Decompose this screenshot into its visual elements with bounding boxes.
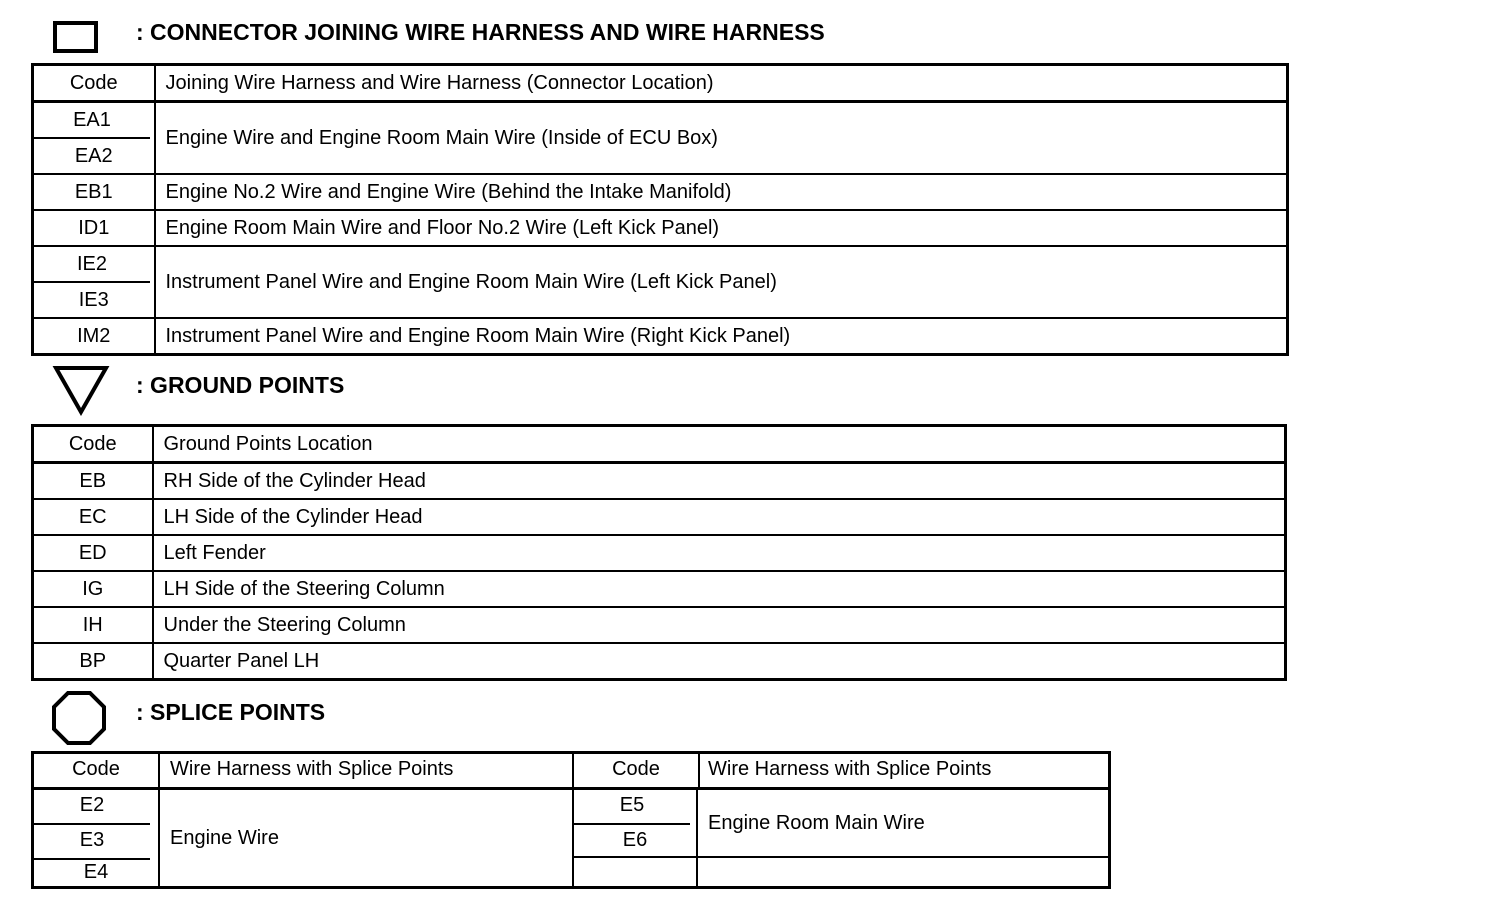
row-description: Engine Wire — [170, 827, 279, 849]
row-description: Engine Room Main Wire and Floor No.2 Wire (Left Kick Panel) — [155, 210, 1288, 246]
row-code: E5 — [574, 790, 690, 825]
row-description: Instrument Panel Wire and Engine Room Main Wire (Left Kick Panel) — [155, 246, 1288, 318]
column-header-code: Code — [33, 65, 155, 102]
table-row — [33, 210, 1288, 246]
row-code: IG — [33, 571, 153, 607]
row-description: RH Side of the Cylinder Head — [153, 463, 1286, 500]
row-code: ID1 — [33, 210, 155, 246]
connector-table — [31, 63, 1289, 356]
table-row — [33, 318, 1288, 355]
row-code: EA1 — [34, 103, 150, 139]
splice-table — [31, 751, 1111, 889]
row-code: IE3 — [78, 289, 109, 311]
connector-square-icon — [52, 20, 100, 54]
row-code: IM2 — [33, 318, 155, 355]
ground-table — [31, 424, 1287, 681]
row-code: ED — [33, 535, 153, 571]
table-header — [33, 65, 1288, 102]
connector-section-title: : CONNECTOR JOINING WIRE HARNESS AND WIRE HARNESS — [136, 19, 825, 45]
row-description: Engine Wire and Engine Room Main Wire (Inside of ECU Box) — [155, 102, 1288, 175]
table-row — [33, 535, 1286, 571]
table-row — [33, 246, 1288, 318]
row-description: Left Fender — [153, 535, 1286, 571]
row-description: LH Side of the Cylinder Head — [153, 499, 1286, 535]
row-code: IE2 — [34, 247, 150, 283]
table-row — [33, 499, 1286, 535]
row-description: Engine No.2 Wire and Engine Wire (Behind the Intake Manifold) — [155, 174, 1288, 210]
table-header — [33, 426, 1286, 463]
row-code: E3 — [34, 825, 150, 860]
column-header-code: Code — [33, 426, 153, 463]
column-header-harness: Wire Harness with Splice Points — [170, 758, 454, 780]
ground-triangle-icon — [52, 364, 110, 416]
row-description: Quarter Panel LH — [163, 649, 320, 672]
row-code: EB1 — [33, 174, 155, 210]
table-row — [33, 607, 1286, 643]
table-row — [33, 102, 1288, 175]
row-code: IH — [33, 607, 153, 643]
row-description: Instrument Panel Wire and Engine Room Main Wire (Right Kick Panel) — [165, 324, 791, 347]
row-description: Engine Room Main Wire — [708, 812, 925, 834]
table-row — [33, 174, 1288, 210]
row-code: E6 — [622, 829, 648, 851]
row-code: E4 — [83, 861, 109, 883]
table-row — [33, 571, 1286, 607]
row-code: EB — [33, 463, 153, 500]
splice-octagon-icon — [51, 690, 107, 746]
row-code: EA2 — [74, 145, 113, 167]
table-row — [33, 643, 1286, 680]
column-header-location: Ground Points Location — [153, 426, 1286, 463]
column-header-harness: Wire Harness with Splice Points — [708, 758, 992, 780]
table-row — [33, 463, 1286, 500]
column-header-code: Code — [572, 754, 700, 787]
column-header-location: Joining Wire Harness and Wire Harness (Connector Location) — [155, 65, 1288, 102]
row-code: EC — [33, 499, 153, 535]
ground-section-title: : GROUND POINTS — [136, 372, 345, 398]
row-code: E2 — [34, 790, 150, 825]
column-header-code: Code — [34, 754, 160, 787]
splice-section-title: : SPLICE POINTS — [136, 699, 326, 725]
row-description: Under the Steering Column — [153, 607, 1286, 643]
row-code: BP — [33, 643, 153, 680]
row-description: LH Side of the Steering Column — [153, 571, 1286, 607]
table-header — [34, 754, 1108, 790]
